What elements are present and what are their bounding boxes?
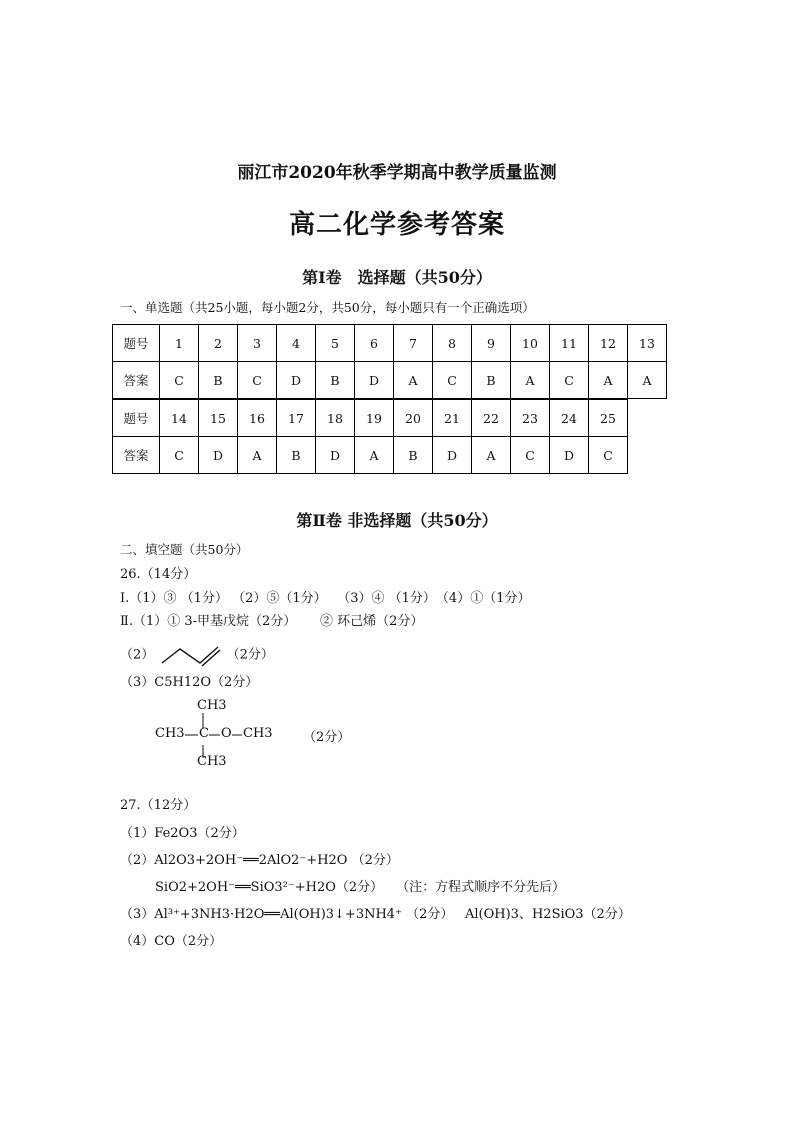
part1-instruction: 一、单选题（共25小题，每小题2分，共50分，每小题只有一个正确选项） bbox=[120, 300, 535, 315]
answer-cell: A bbox=[589, 362, 628, 399]
question-number-cell: 21 bbox=[433, 400, 472, 437]
q27-line5: （4）CO（2分） bbox=[120, 934, 223, 949]
question-number-cell: 13 bbox=[628, 325, 667, 362]
question-number-cell: 17 bbox=[277, 400, 316, 437]
question-number-cell: 22 bbox=[472, 400, 511, 437]
answer-cell: D bbox=[199, 437, 238, 474]
question-number-cell: 3 bbox=[238, 325, 277, 362]
question-number-cell: 9 bbox=[472, 325, 511, 362]
question-number-cell: 24 bbox=[550, 400, 589, 437]
question-number-cell: 19 bbox=[355, 400, 394, 437]
table-row-answers bbox=[113, 437, 628, 474]
question-number-cell: 23 bbox=[511, 400, 550, 437]
part2-section: 二、填空题（共50分） bbox=[120, 542, 249, 557]
answer-cell: A bbox=[511, 362, 550, 399]
answer-cell: C bbox=[511, 437, 550, 474]
answer-cell: A bbox=[472, 437, 511, 474]
answer-cell: A bbox=[238, 437, 277, 474]
q26-line1: Ⅰ.（1）③ （1分） （2）⑤（1分） （3）④ （1分） （4）①（1分） bbox=[120, 591, 531, 606]
methyl-tert-butyl-ether-structure bbox=[155, 698, 355, 773]
question-number-cell: 1 bbox=[160, 325, 199, 362]
answer-cell: B bbox=[199, 362, 238, 399]
question-number-cell: 5 bbox=[316, 325, 355, 362]
answer-cell: B bbox=[316, 362, 355, 399]
question-number-cell: 15 bbox=[199, 400, 238, 437]
answer-cell: D bbox=[433, 437, 472, 474]
document-title: 丽江市2020年秋季学期高中教学质量监测 bbox=[237, 163, 557, 183]
question-number-cell: 18 bbox=[316, 400, 355, 437]
answer-cell: C bbox=[433, 362, 472, 399]
answer-table-1 bbox=[112, 324, 667, 399]
q26-line3-prefix: （2） bbox=[120, 647, 155, 663]
part1-heading: 第Ⅰ卷 选择题（共50分） bbox=[302, 268, 492, 287]
answer-cell: D bbox=[316, 437, 355, 474]
question-number-cell: 6 bbox=[355, 325, 394, 362]
mol-oxygen-atom: O bbox=[221, 726, 232, 741]
q26-line4: （3）C5H12O（2分） bbox=[120, 675, 259, 690]
q26-line2: Ⅱ.（1）① 3-甲基戊烷（2分） ② 环己烯（2分） bbox=[120, 614, 424, 629]
answer-cell: D bbox=[277, 362, 316, 399]
mol-bottom-group: CH3 bbox=[197, 754, 227, 769]
row-label: 答案 bbox=[113, 362, 160, 399]
question-number-cell: 25 bbox=[589, 400, 628, 437]
answer-cell: C bbox=[238, 362, 277, 399]
q26-line3 bbox=[120, 643, 274, 667]
table-row-answers bbox=[113, 362, 667, 399]
question-number-cell: 7 bbox=[394, 325, 433, 362]
answer-cell: A bbox=[394, 362, 433, 399]
q27-label: 27.（12分） bbox=[120, 798, 197, 813]
row-label: 题号 bbox=[113, 325, 160, 362]
mol-bonds bbox=[155, 698, 285, 773]
answer-cell: B bbox=[472, 362, 511, 399]
row-label: 答案 bbox=[113, 437, 160, 474]
question-number-cell: 14 bbox=[160, 400, 199, 437]
question-number-cell: 11 bbox=[550, 325, 589, 362]
mol-left-group: CH3 bbox=[155, 726, 185, 741]
mol-right-group: CH3 bbox=[243, 726, 273, 741]
q27-line4a: （3）Al³⁺+3NH3·H2O══Al(OH)3↓+3NH4⁺ （2分） bbox=[120, 907, 454, 922]
q26-label: 26.（14分） bbox=[120, 567, 197, 582]
mol-score: （2分） bbox=[303, 730, 351, 745]
answer-cell: D bbox=[550, 437, 589, 474]
part2-heading: 第Ⅱ卷 非选择题（共50分） bbox=[296, 511, 498, 530]
question-number-cell: 2 bbox=[199, 325, 238, 362]
mol-top-group: CH3 bbox=[197, 698, 227, 713]
answer-cell: C bbox=[160, 362, 199, 399]
q26-line3-score: （2分） bbox=[226, 647, 274, 663]
answer-cell: D bbox=[355, 362, 394, 399]
answer-cell: C bbox=[589, 437, 628, 474]
table-row-numbers bbox=[113, 325, 667, 362]
mol-center-atom: C bbox=[199, 726, 209, 741]
answer-table-2 bbox=[112, 399, 628, 474]
question-number-cell: 12 bbox=[589, 325, 628, 362]
answer-cell: C bbox=[160, 437, 199, 474]
question-number-cell: 20 bbox=[394, 400, 433, 437]
question-number-cell: 8 bbox=[433, 325, 472, 362]
q27-line1: （1）Fe2O3（2分） bbox=[120, 826, 245, 841]
document-subtitle: 高二化学参考答案 bbox=[288, 210, 505, 240]
answer-cell: B bbox=[394, 437, 433, 474]
answer-cell: C bbox=[550, 362, 589, 399]
question-number-cell: 4 bbox=[277, 325, 316, 362]
question-number-cell: 10 bbox=[511, 325, 550, 362]
q27-line2: （2）Al2O3+2OH⁻══2AlO2⁻+H2O （2分） bbox=[120, 853, 399, 868]
row-label: 题号 bbox=[113, 400, 160, 437]
answer-cell: A bbox=[628, 362, 667, 399]
table-row-numbers bbox=[113, 400, 628, 437]
q27-line4b: Al(OH)3、H2SiO3（2分） bbox=[465, 907, 631, 922]
answer-cell: B bbox=[277, 437, 316, 474]
question-number-cell: 16 bbox=[238, 400, 277, 437]
q27-line3: SiO2+2OH⁻══SiO3²⁻+H2O（2分） （注：方程式顺序不分先后） bbox=[155, 880, 566, 895]
answer-cell: A bbox=[355, 437, 394, 474]
butene-skeletal-structure bbox=[158, 643, 222, 667]
